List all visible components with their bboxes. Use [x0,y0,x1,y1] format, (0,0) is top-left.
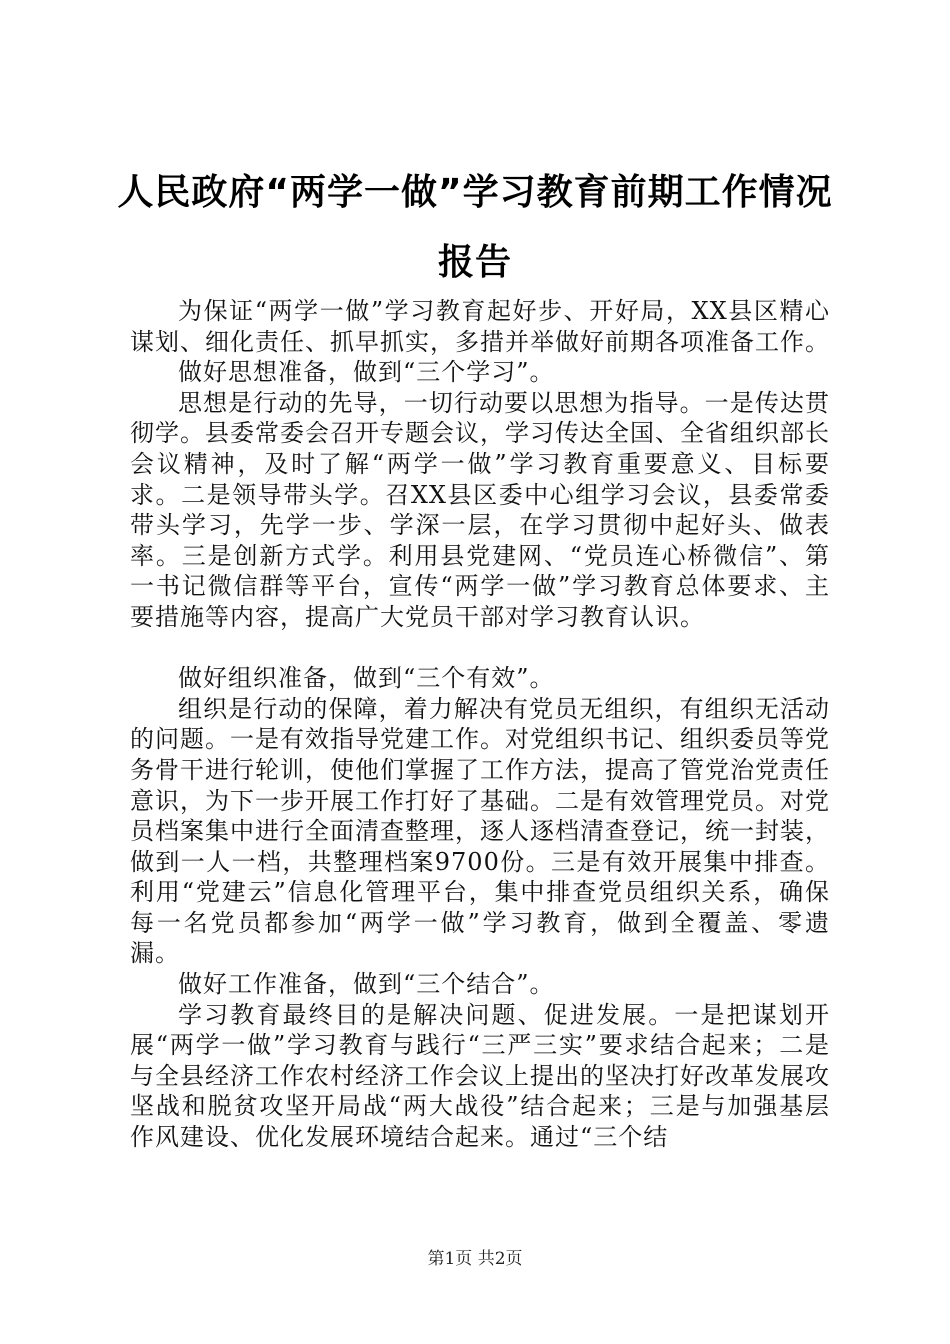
section-heading-organization: 做好组织准备，做到“三个有效”。 [178,664,555,693]
paragraph-ideology: 思想是行动的先导，一切行动要以思想为指导。一是传达贯彻学。县委常委会召开专题会议，学习传达全国、全省组织部长会议精神，及时了解“两学一做”学习教育重要意义、目标要求。二是领导带头学。召XX县区委中心组学习会议，县委常委带头学习，先学一步、学深一层，在学习贯彻中起好头、做表率。三是创新方式学。利用县党建网、“党员连心桥微信”、第一书记微信群等平台，宣传“两学一做”学习教育总体要求、主要措施等内容，提高广大党员干部对学习教育认识。 [130,388,830,631]
paragraph-work: 学习教育最终目的是解决问题、促进发展。一是把谋划开展“两学一做”学习教育与践行“三严三实”要求结合起来；二是与全县经济工作农村经济工作会议上提出的坚决打好改革发展攻坚战和脱贫攻坚开局战“两大战役”结合起来；三是与加强基层作风建设、优化发展环境结合起来。通过“三个结 [130,1000,830,1152]
document-body [130,296,830,1153]
document-title: 人民政府“两学一做”学习教育前期工作情况报告 [117,172,833,283]
page-number-footer: 第1页 共2页 [427,1249,523,1269]
section-heading-ideology: 做好思想准备，做到“三个学习”。 [178,358,555,387]
paragraph-intro: 为保证“两学一做”学习教育起好步、开好局，XX县区精心谋划、细化责任、抓早抓实，多措并举做好前期各项准备工作。 [130,297,830,356]
paragraph-organization: 组织是行动的保障，着力解决有党员无组织，有组织无活动的问题。一是有效指导党建工作。对党组织书记、组织委员等党务骨干进行轮训，使他们掌握了工作方法，提高了管党治党责任意识，为下一步开展工作打好了基础。二是有效管理党员。对党员档案集中进行全面清查整理，逐人逐档清查登记，统一封装，做到一人一档，共整理档案9700份。三是有效开展集中排查。利用“党建云”信息化管理平台，集中排查党员组织关系，确保每一名党员都参加“两学一做”学习教育，做到全覆盖、零遗漏。 [130,694,830,968]
section-heading-work: 做好工作准备，做到“三个结合”。 [178,970,555,999]
